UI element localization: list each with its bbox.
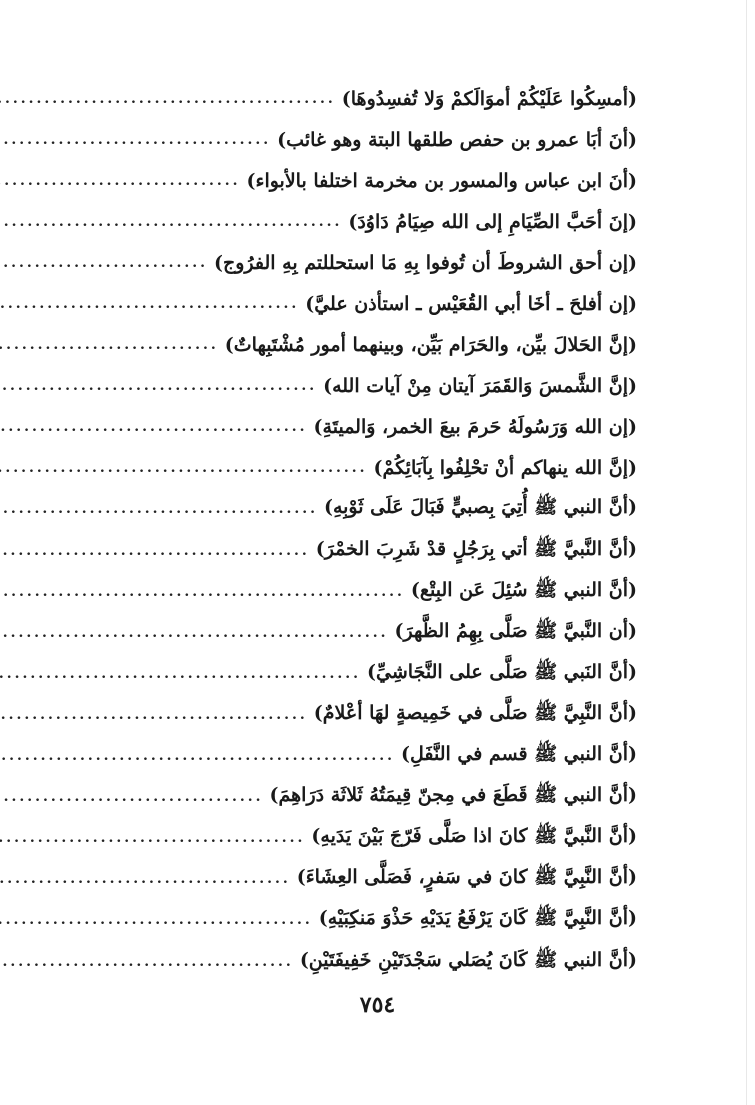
entry-text: (أنَّ النَّبيَّ ﷺ كانَ اذا صَلَّى فَرّجَ بَيْنَ يَدَيهِ) — [311, 825, 637, 848]
index-entry — [92, 119, 637, 160]
index-entry — [92, 448, 637, 489]
page-edge-line — [746, 0, 747, 1105]
entry-text: (أنَّ النبي ﷺ أُتِيَ بِصبيٍّ فَبَالَ عَلَى ثَوْبِهِ) — [323, 496, 637, 519]
index-entry — [92, 777, 637, 818]
dot-leader — [0, 830, 305, 846]
dot-leader — [0, 173, 241, 189]
index-entry — [92, 325, 637, 366]
index-entry — [92, 653, 637, 694]
dot-leader — [0, 625, 389, 641]
entry-text: (أنَّ النَّبيَّ ﷺ أتي بِرَجُلٍ قدْ شَرِبَ الخمْرَ) — [315, 537, 637, 560]
entry-text: (أنَّ النَبي ﷺ صَلَّى على النَّجَاشِيِّ) — [367, 660, 637, 683]
entry-text: (أنَّ النَّبِيَّ ﷺ كَانَ يَرْفَعُ يَدَيْهِ حَذْوَ مَنكِبَيْهِ) — [318, 907, 637, 930]
index-entry — [92, 489, 637, 530]
index-entry — [92, 571, 637, 612]
entry-text: (أنَ أبَا عمرو بن حفص طلقها البتة وهو غائب) — [277, 128, 637, 151]
dot-leader — [0, 214, 342, 230]
entry-text: (أنَّ النَّبِيَّ ﷺ صَلَّى في خَمِيصةٍ لهَا أعْلامٌ) — [313, 701, 637, 724]
entry-text: (إنَّ الشَّمسَ وَالقَمَرَ آيتان مِنْ آيات الله) — [323, 375, 637, 398]
dot-leader — [0, 91, 336, 107]
index-entry — [92, 900, 637, 941]
entry-text: (أمسِكُوا عَلَيْكُمْ أموَالَكمْ وَلا تُفسِدُوهَا) — [341, 87, 637, 110]
page-number: ٧٥٤ — [359, 992, 396, 1018]
index-entry — [92, 736, 637, 777]
index-entry — [92, 201, 637, 242]
entry-text: (إن أفلحَ ـ أخَا أبي القُعَيْس ـ استأذن عليَّ) — [305, 293, 637, 316]
dot-leader — [0, 543, 310, 559]
dot-leader — [0, 337, 219, 353]
index-entry — [92, 283, 637, 324]
index-entry — [92, 694, 637, 735]
entry-text: (أنَّ النبي ﷺ سُئِلَ عَن البِتْع) — [410, 578, 637, 601]
index-entry — [92, 366, 637, 407]
entry-text: (أنَّ النَّبِيَّ ﷺ كانَ في سَفرٍ، فَصَلَّى العِشَاءَ) — [296, 866, 637, 889]
dot-leader — [0, 419, 308, 435]
dot-leader — [0, 954, 294, 970]
entry-text: (إنَّ الحَلالَ بيِّن، والحَرَام بَيِّن، وبينهما أمور مُشْتَبِهاتٌ) — [224, 334, 637, 357]
index-entry — [92, 160, 637, 201]
dot-leader — [0, 255, 208, 271]
index-entry — [92, 818, 637, 859]
index-entry — [92, 242, 637, 283]
dot-leader — [0, 666, 361, 682]
index-entry — [92, 612, 637, 653]
entry-text: (إن أحق الشروطَ أن تُوفوا بِهِ مَا استحللتم بِهِ الفرُوج) — [213, 251, 637, 274]
dot-leader — [0, 584, 405, 600]
entry-text: (إنَ أحَبَّ الصِّيَامِ إلى الله صِيَامُ دَاوُدَ) — [348, 210, 637, 233]
entry-text: (أنَّ النبي ﷺ كَانَ يُصَلي سَجْدَتَيْنِ خَفِيفَتَيْنِ) — [299, 948, 637, 971]
dot-leader — [0, 789, 264, 805]
entry-text: (أنَّ النبي ﷺ قسم في النَّفَلِ) — [400, 743, 637, 766]
index-entry — [92, 78, 637, 119]
dot-leader — [0, 871, 291, 887]
dot-leader — [0, 296, 299, 312]
entry-text: (إن الله وَرَسُولَهُ حَرمَ بيعَ الخمر، وَالميتَةِ) — [313, 416, 637, 439]
hadith-index-list — [92, 78, 637, 982]
dot-leader — [0, 378, 317, 394]
dot-leader — [0, 132, 271, 148]
index-entry — [92, 941, 637, 982]
index-entry — [92, 530, 637, 571]
index-entry — [92, 407, 637, 448]
entry-text: (أنَّ النبي ﷺ قَطَعَ في مِجنّ قِيمَتُهُ ثَلاثَة دَرَاهِمَ) — [269, 784, 637, 807]
dot-leader — [0, 460, 368, 476]
entry-text: (أن النَّبيَّ ﷺ صَلَّى بِهِمُ الظَّهرَ) — [394, 619, 637, 642]
entry-text: (أنَ ابن عباس والمسور بن مخرمة اختلفا بالأبواء) — [246, 169, 637, 192]
dot-leader — [0, 748, 395, 764]
dot-leader — [0, 707, 308, 723]
dot-leader — [0, 501, 318, 517]
index-entry — [92, 859, 637, 900]
dot-leader — [0, 912, 313, 928]
entry-text: (إنَّ الله ينهاكم أنْ تحْلِفُوا بِآبَائِكُمْ) — [373, 457, 637, 480]
